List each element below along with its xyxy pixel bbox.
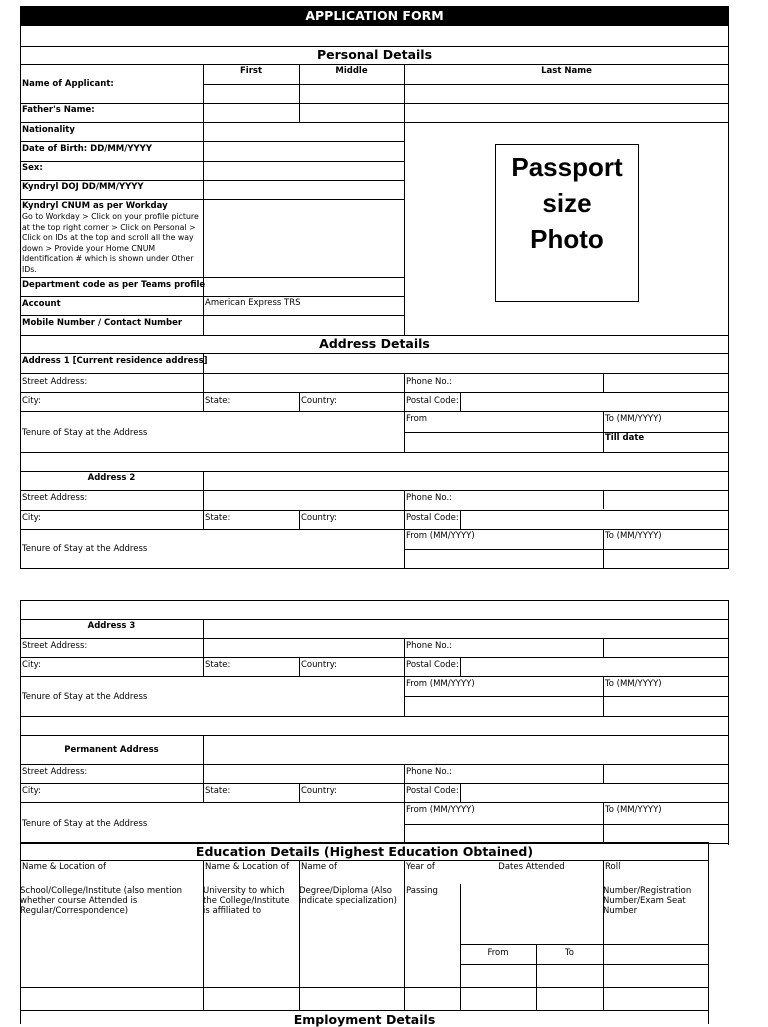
account-value: American Express TRS bbox=[205, 298, 301, 308]
cnum-label: Kyndryl CNUM as per Workday bbox=[22, 201, 168, 211]
country-label: Country: bbox=[301, 786, 338, 796]
tenure-label: Tenure of Stay at the Address bbox=[22, 819, 148, 829]
state-label: State: bbox=[205, 513, 231, 523]
edu-from: From bbox=[487, 948, 509, 958]
edu-col2-b: University to which the College/Institute is affiliated to bbox=[203, 886, 290, 916]
photo-line-3: Photo bbox=[530, 224, 604, 254]
country-label: Country: bbox=[301, 396, 338, 406]
edu-col6-a: Roll bbox=[605, 862, 621, 872]
edu-col2-a: Name & Location of bbox=[205, 862, 289, 872]
edu-col6-b: Number/Registration Number/Exam Seat Number bbox=[603, 886, 692, 916]
col-middle: Middle bbox=[335, 66, 368, 76]
permanent-address-label: Permanent Address bbox=[64, 745, 159, 755]
personal-details-heading: Personal Details bbox=[316, 47, 433, 62]
from-label: From (MM/YYYY) bbox=[406, 679, 475, 689]
city-label: City: bbox=[22, 396, 41, 406]
postal-label: Postal Code: bbox=[406, 396, 459, 406]
name-of-applicant-label: Name of Applicant: bbox=[22, 79, 114, 89]
state-label: State: bbox=[205, 660, 231, 670]
from-label: From (MM/YYYY) bbox=[406, 531, 475, 541]
account-label: Account bbox=[22, 299, 61, 309]
country-label: Country: bbox=[301, 513, 338, 523]
tenure-label: Tenure of Stay at the Address bbox=[22, 544, 148, 554]
to-label: To (MM/YYYY) bbox=[605, 679, 662, 689]
to-label: To (MM/YYYY) bbox=[605, 414, 662, 424]
education-details-heading: Education Details (Highest Education Obtained) bbox=[195, 844, 534, 859]
country-label: Country: bbox=[301, 660, 338, 670]
city-label: City: bbox=[22, 786, 41, 796]
street-label: Street Address: bbox=[22, 767, 88, 777]
city-label: City: bbox=[22, 513, 41, 523]
col-first: First bbox=[239, 66, 263, 76]
edu-col4-b: Passing bbox=[406, 886, 438, 896]
postal-label: Postal Code: bbox=[406, 786, 459, 796]
postal-label: Postal Code: bbox=[406, 513, 459, 523]
phone-label: Phone No.: bbox=[406, 767, 453, 777]
till-date-label: Till date bbox=[605, 433, 645, 443]
from-label: From (MM/YYYY) bbox=[406, 805, 475, 815]
address2-label: Address 2 bbox=[87, 473, 136, 483]
street-label: Street Address: bbox=[22, 377, 88, 387]
from-label: From bbox=[406, 414, 428, 424]
street-label: Street Address: bbox=[22, 641, 88, 651]
fathers-name-label: Father's Name: bbox=[22, 105, 95, 115]
edu-dates-attended: Dates Attended bbox=[498, 862, 565, 872]
to-label: To (MM/YYYY) bbox=[605, 805, 662, 815]
nationality-label: Nationality bbox=[22, 125, 75, 135]
city-label: City: bbox=[22, 660, 41, 670]
state-label: State: bbox=[205, 786, 231, 796]
tenure-label: Tenure of Stay at the Address bbox=[22, 428, 148, 438]
street-label: Street Address: bbox=[22, 493, 88, 503]
edu-col4-a: Year of bbox=[406, 862, 435, 872]
phone-label: Phone No.: bbox=[406, 641, 453, 651]
photo-line-1: Passport bbox=[511, 152, 623, 182]
edu-col3-b: Degree/Diploma (Also indicate specialization) bbox=[299, 886, 397, 906]
mobile-label: Mobile Number / Contact Number bbox=[22, 318, 183, 328]
phone-label: Phone No.: bbox=[406, 493, 453, 503]
edu-to: To bbox=[565, 948, 574, 958]
employment-details-heading: Employment Details bbox=[293, 1012, 436, 1027]
form-title: APPLICATION FORM bbox=[20, 6, 729, 26]
phone-label: Phone No.: bbox=[406, 377, 453, 387]
sex-label: Sex: bbox=[22, 163, 43, 173]
passport-photo-box bbox=[495, 144, 639, 302]
doj-label: Kyndryl DOJ DD/MM/YYYY bbox=[22, 182, 144, 192]
edu-col3-a: Name of bbox=[301, 862, 337, 872]
dob-label: Date of Birth: DD/MM/YYYY bbox=[22, 144, 152, 154]
col-last-name: Last Name bbox=[541, 66, 592, 76]
to-label: To (MM/YYYY) bbox=[605, 531, 662, 541]
edu-col1-b: School/College/Institute (also mention whether course Attended is Regular/Correspondence) bbox=[20, 886, 183, 916]
address-details-heading: Address Details bbox=[319, 336, 430, 351]
department-label: Department code as per Teams profile bbox=[22, 280, 206, 290]
cnum-help-text: Go to Workday > Click on your profile picture at the top right corner > Click on Personal > Click on IDs at the top and scroll all the way down > Provide your Home CNUM Identification # which is shown under Other IDs. bbox=[22, 212, 199, 274]
postal-label: Postal Code: bbox=[406, 660, 459, 670]
edu-col1-a: Name & Location of bbox=[22, 862, 106, 872]
address1-label: Address 1 [Current residence address] bbox=[22, 356, 208, 366]
tenure-label: Tenure of Stay at the Address bbox=[22, 692, 148, 702]
state-label: State: bbox=[205, 396, 231, 406]
photo-line-2: size bbox=[542, 188, 592, 218]
address3-label: Address 3 bbox=[87, 621, 136, 631]
